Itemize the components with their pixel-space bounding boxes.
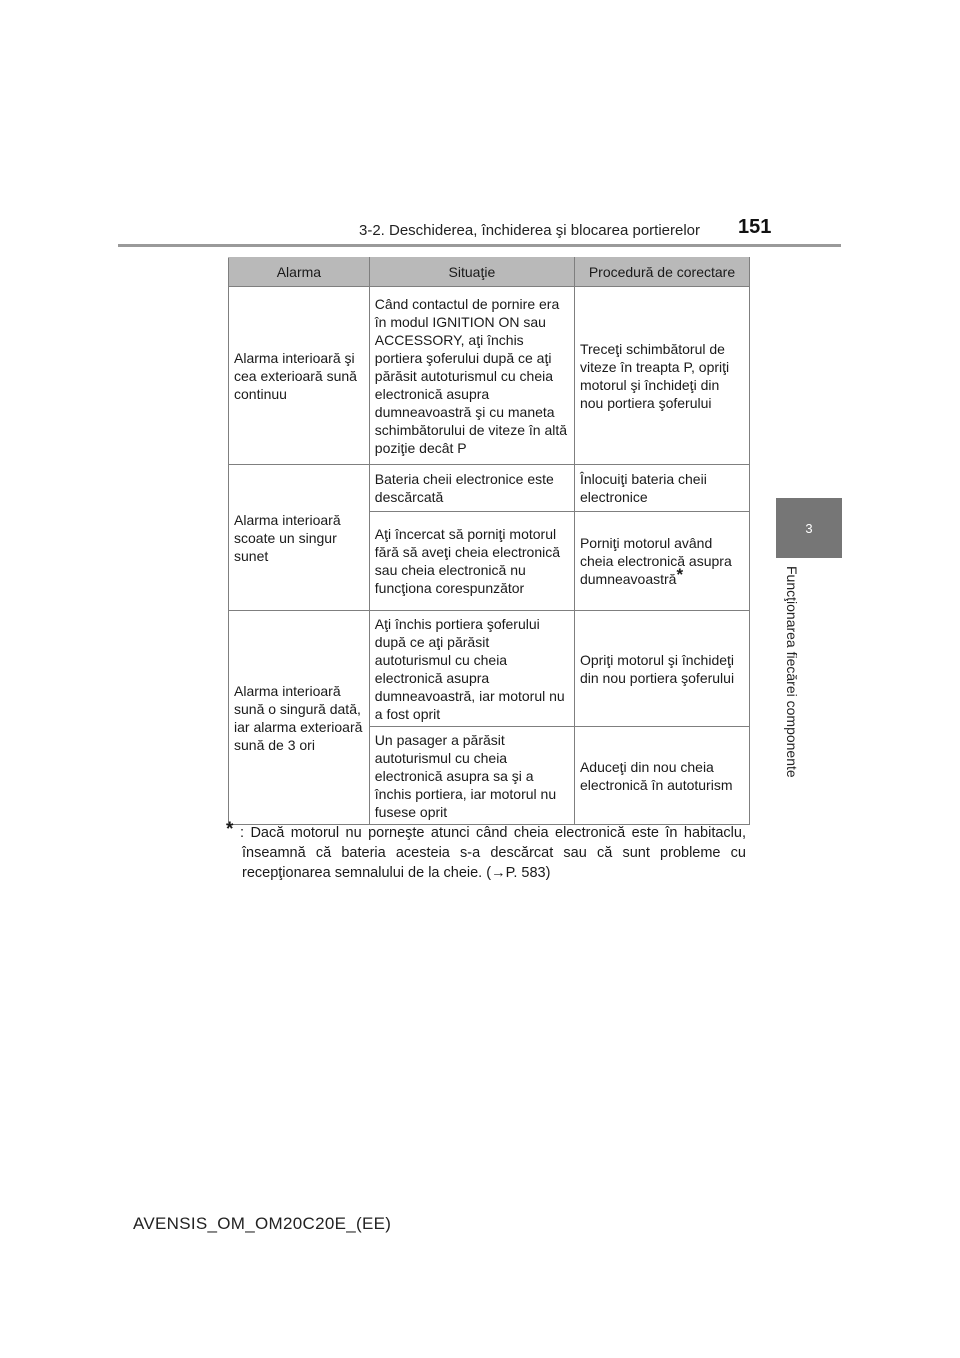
procedure-cell: Treceţi schimbătorul de viteze în treapta P, opriţi motorul şi închideţi din nou portiera şoferului xyxy=(574,287,749,465)
table-row xyxy=(229,465,750,512)
footnote-line: : Dacă motorul nu porneşte atunci când cheia electronică este în habitaclu, xyxy=(240,825,746,841)
column-header-procedure: Procedură de corectare xyxy=(574,258,749,287)
alarm-cell: Alarma interioară sună o singură dată, iar alarma exterioară sună de 3 ori xyxy=(229,611,370,825)
table-row xyxy=(229,287,750,465)
procedure-cell xyxy=(574,512,749,611)
column-header-situation: Situaţie xyxy=(369,258,574,287)
document-code: AVENSIS_OM_OM20C20E_(EE) xyxy=(133,1214,392,1233)
chapter-number: 3 xyxy=(805,520,813,536)
situation-cell: Bateria cheii electronice este descărcată xyxy=(369,465,574,512)
header-divider xyxy=(118,244,841,247)
alarm-cell: Alarma interioară scoate un singur sunet xyxy=(229,465,370,611)
chapter-tab xyxy=(776,498,842,558)
table-row xyxy=(229,611,750,727)
alarm-table xyxy=(228,257,750,825)
footnote-line: recepţionarea semnalului de la cheie. (→P. 583) xyxy=(242,865,551,881)
alarm-cell: Alarma interioară şi cea exterioară sună continuu xyxy=(229,287,370,465)
section-title: 3-2. Deschiderea, închiderea şi blocarea portierelor xyxy=(358,222,700,239)
procedure-cell: Înlocuiţi bateria cheii electronice xyxy=(574,465,749,512)
situation-cell: Când contactul de pornire era în modul IGNITION ON sau ACCESSORY, aţi închis portiera şoferului după ce aţi părăsit autoturismul cu cheia electronică asupra dumneavoastră şi cu maneta schimbătorului de viteze în altă poziţie decât P xyxy=(369,287,574,465)
footnote-mark: * xyxy=(226,819,234,840)
table-header-row xyxy=(229,258,750,287)
situation-cell: Un pasager a părăsit autoturismul cu cheia electronică asupra sa şi a închis portiera, iar motorul nu fusese oprit xyxy=(369,727,574,825)
chapter-title: Funcţionarea fiecărei componente xyxy=(784,566,800,778)
situation-cell: Aţi închis portiera şoferului după ce aţi părăsit autoturismul cu cheia electronică asupra dumneavoastră, iar motorul nu a fost oprit xyxy=(369,611,574,727)
footnote xyxy=(226,819,746,883)
footnote-reference: * xyxy=(676,565,684,584)
procedure-text: Porniţi motorul având cheia electronică asupra dumneavoastră xyxy=(579,535,732,587)
page-number: 151 xyxy=(738,216,772,238)
procedure-cell: Opriţi motorul şi închideţi din nou portiera şoferului xyxy=(574,611,749,727)
procedure-cell: Aduceţi din nou cheia electronică în autoturism xyxy=(574,727,749,825)
footnote-line: înseamnă că bateria acesteia s-a descărcat sau că sunt probleme cu xyxy=(242,845,746,861)
column-header-alarm: Alarma xyxy=(229,258,370,287)
situation-cell: Aţi încercat să porniţi motorul fără să aveţi cheia electronică sau cheia electronică nu funcţiona corespunzător xyxy=(369,512,574,611)
